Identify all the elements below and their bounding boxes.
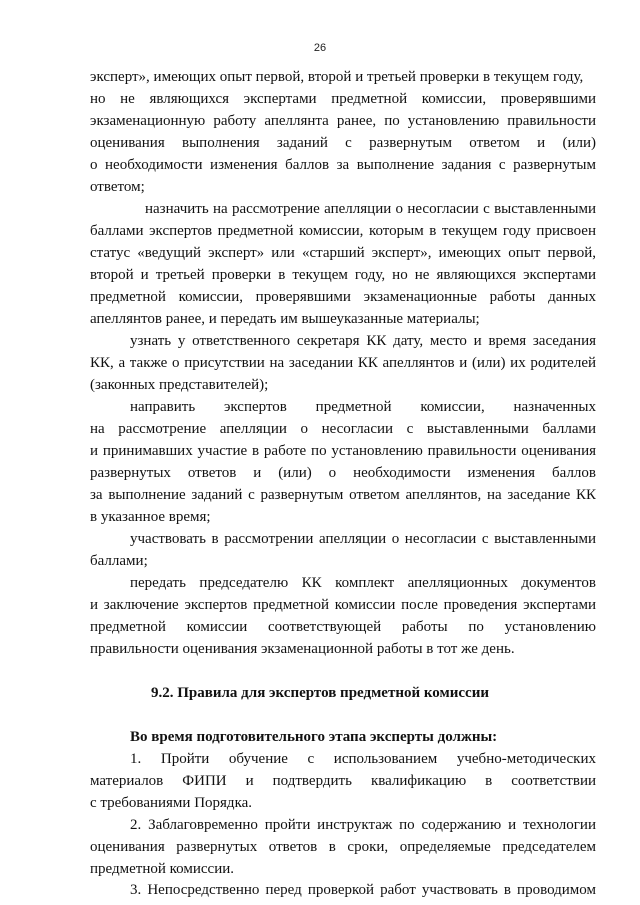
text-line: оценивания развернутых ответов в сроки, определяемые председателем [90,839,596,855]
text-line: баллами экспертов предметной комиссии, которым в текущем году присвоен [90,223,596,239]
section-heading: 9.2. Правила для экспертов предметной комиссии [151,685,489,701]
text-line: о необходимости изменения баллов за выполнение задания с развернутым [90,157,596,173]
text-line: второй и третьей проверки в текущем году, но не являющихся экспертами [90,267,596,283]
text-line: и принимавших участие в работе по установлению правильности оценивания [90,443,596,459]
text-line: правильности оценивания экзаменационной работы в тот же день. [90,641,515,657]
text-line: материалов ФИПИ и подтвердить квалификацию в соответствии [90,773,596,789]
text-line: передать председателю КК комплект апелляционных документов [130,575,596,591]
text-line: за выполнение заданий с развернутым ответом апеллянтов, на заседание КК [90,487,596,503]
text-line: в указанное время; [90,509,211,525]
text-line: (законных представителей); [90,377,269,393]
text-line: оценивания выполнения заданий с развернутым ответом и (или) [90,135,596,151]
text-line: эксперт», имеющих опыт первой, второй и третьей проверки в текущем году, [90,69,584,85]
text-line: 3. Непосредственно перед проверкой работ участвовать в проводимом [130,882,596,898]
page-number: 26 [313,42,327,54]
text-line: статус «ведущий эксперт» или «старший эксперт», имеющих опыт первой, [90,245,596,261]
text-line: баллами; [90,553,148,569]
text-line: предметной комиссии, проверявшими экзаменационные работы данных [90,289,596,305]
text-line: КК, а также о присутствии на заседании КК апеллянтов и (или) их родителей [90,355,596,371]
text-line: экзаменационную работу апеллянта ранее, по установлению правильности [90,113,596,129]
text-line: узнать у ответственного секретаря КК дату, место и время заседания [130,333,596,349]
text-line: 1. Пройти обучение с использованием учебно-методических [130,751,596,767]
text-line: ответом; [90,179,145,195]
text-line: на рассмотрение апелляции о несогласии с выставленными баллами [90,421,596,437]
subheading: Во время подготовительного этапа эксперты должны: [130,729,498,745]
text-line: назначить на рассмотрение апелляции о несогласии с выставленными [145,201,596,217]
text-line: предметной комиссии соответствующей работы по установлению [90,619,596,635]
text-line: направить экспертов предметной комиссии, назначенных [130,399,596,415]
text-line: но не являющихся экспертами предметной комиссии, проверявшими [90,91,596,107]
text-line: с требованиями Порядка. [90,795,253,811]
text-line: развернутых ответов и (или) о необходимости изменения баллов [90,465,596,481]
text-line: участвовать в рассмотрении апелляции о несогласии с выставленными [130,531,596,547]
text-line: апеллянтов ранее, и передать им вышеуказанные материалы; [90,311,480,327]
text-line: 2. Заблаговременно пройти инструктаж по содержанию и технологии [130,817,596,833]
text-line: и заключение экспертов предметной комиссии после проведения экспертами [90,597,596,613]
text-line: предметной комиссии. [90,861,235,877]
